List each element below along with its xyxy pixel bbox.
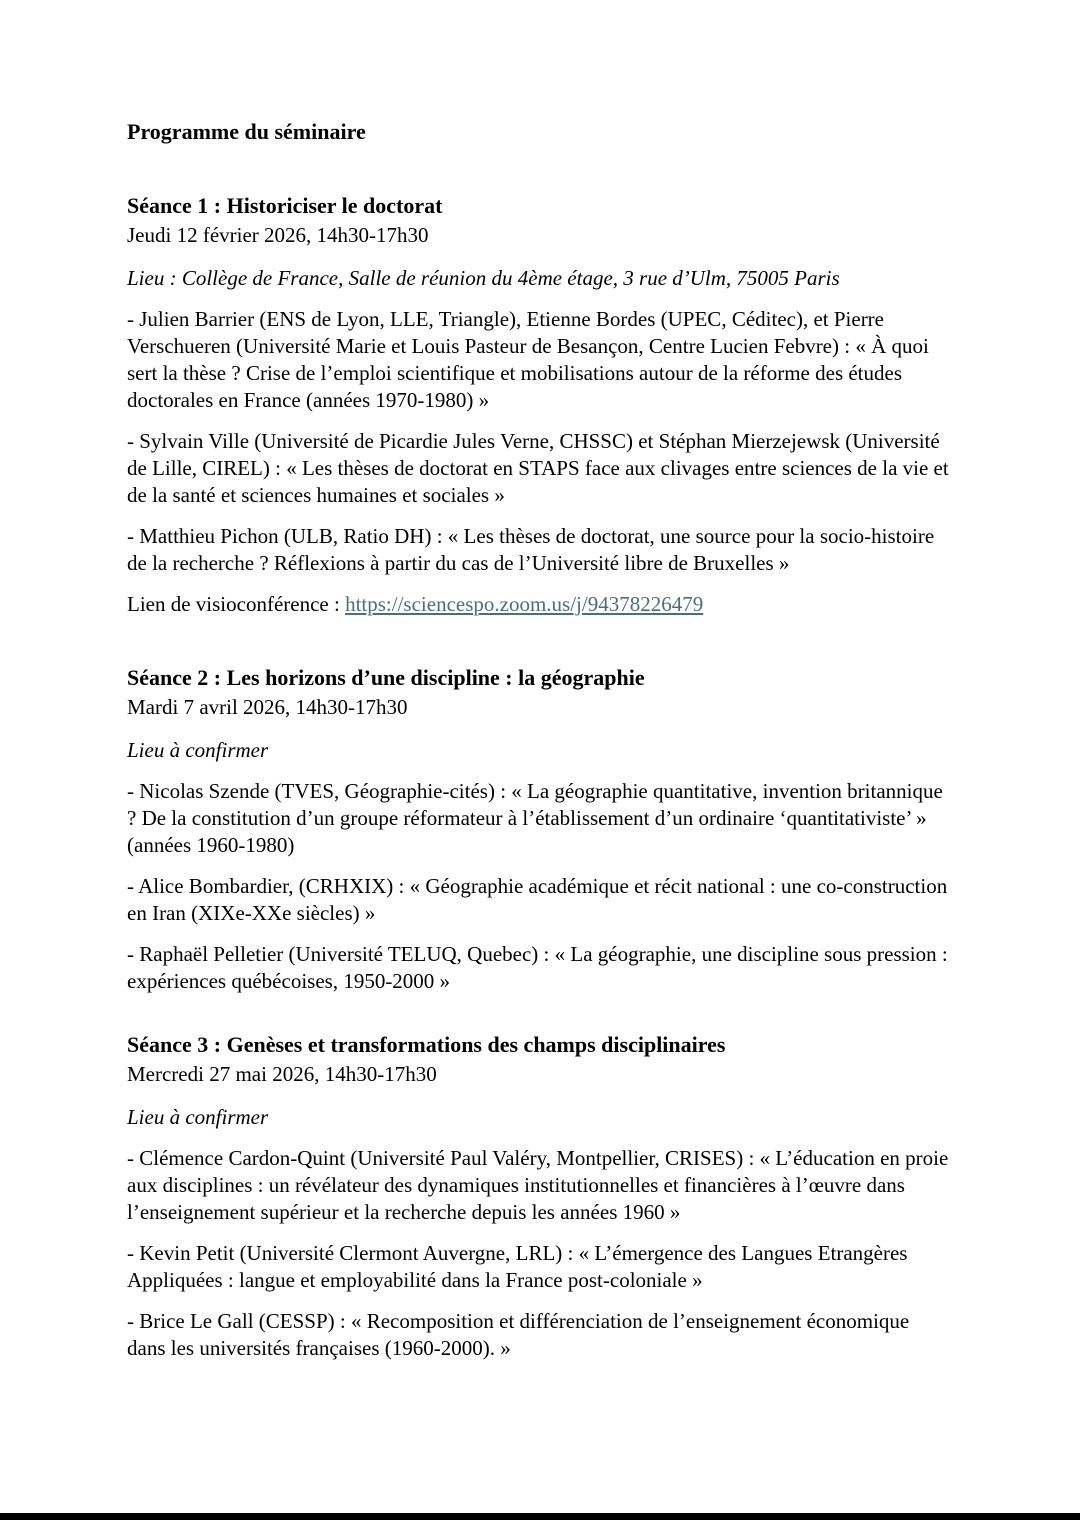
talk-item: - Julien Barrier (ENS de Lyon, LLE, Triangle), Etienne Bordes (UPEC, Céditec), et Pierre Verschueren (Université Marie et Louis Pasteur de Besançon, Centre Lucien Febvre) : « À quoi sert la thèse ? Crise de l’emploi scientifique et mobilisations autour de la réforme des études doctorales en France (années 1970-1980) » [127, 307, 929, 412]
talk-item: - Raphaël Pelletier (Université TELUQ, Quebec) : « La géographie, une discipline sous pression : expériences québécoises, 1950-2000 » [127, 942, 948, 993]
page-bottom-edge [0, 1513, 1080, 1520]
talk-item: - Sylvain Ville (Université de Picardie Jules Verne, CHSSC) et Stéphan Mierzejewsk (Université de Lille, CIREL) : « Les thèses de doctorat en STAPS face aux clivages entre sciences de la vie et de la santé et sciences humaines et sociales » [127, 429, 949, 507]
talk-item: - Brice Le Gall (CESSP) : « Recomposition et différenciation de l’enseignement économique dans les universités françaises (1960-2000). » [127, 1309, 910, 1360]
videoconference-line [127, 591, 952, 618]
session-3 [127, 1031, 952, 1362]
session-1-date: Jeudi 12 février 2026, 14h30-17h30 [127, 223, 429, 247]
session-1-heading: Séance 1 : Historiciser le doctorat [127, 193, 443, 218]
session-2 [127, 664, 952, 995]
session-1-location: Lieu : Collège de France, Salle de réunion du 4ème étage, 3 rue d’Ulm, 75005 Paris [127, 266, 840, 290]
talk-item: - Matthieu Pichon (ULB, Ratio DH) : « Les thèses de doctorat, une source pour la socio-histoire de la recherche ? Réflexions à partir du cas de l’Université libre de Bruxelles » [127, 524, 935, 575]
videoconference-label: Lien de visioconférence : [127, 592, 346, 616]
talk-item: - Alice Bombardier, (CRHXIX) : « Géographie académique et récit national : une co-construction en Iran (XIXe-XXe siècles) » [127, 874, 948, 925]
session-2-date: Mardi 7 avril 2026, 14h30-17h30 [127, 695, 408, 719]
session-2-location: Lieu à confirmer [127, 738, 269, 762]
talk-item: - Nicolas Szende (TVES, Géographie-cités) : « La géographie quantitative, invention britannique ? De la constitution d’un groupe réformateur à l’établissement d’un ordinaire ‘quantitativiste’ » (années 1960-1980) [127, 779, 943, 857]
session-1 [127, 192, 952, 618]
document-title: Programme du séminaire [127, 119, 366, 144]
session-3-heading: Séance 3 : Genèses et transformations des champs disciplinaires [127, 1032, 726, 1057]
session-3-date: Mercredi 27 mai 2026, 14h30-17h30 [127, 1062, 437, 1086]
videoconference-link[interactable]: https://sciencespo.zoom.us/j/94378226479 [345, 592, 704, 616]
session-2-heading: Séance 2 : Les horizons d’une discipline : la géographie [127, 665, 645, 690]
session-3-location: Lieu à confirmer [127, 1105, 269, 1129]
talk-item: - Kevin Petit (Université Clermont Auvergne, LRL) : « L’émergence des Langues Etrangères Appliquées : langue et employabilité dans la France post-coloniale » [127, 1241, 908, 1292]
talk-item: - Clémence Cardon-Quint (Université Paul Valéry, Montpellier, CRISES) : « L’éducation en proie aux disciplines : un révélateur des dynamiques institutionnelles et financières à l’œuvre dans l’enseignement supérieur et la recherche depuis les années 1960 » [127, 1146, 949, 1224]
